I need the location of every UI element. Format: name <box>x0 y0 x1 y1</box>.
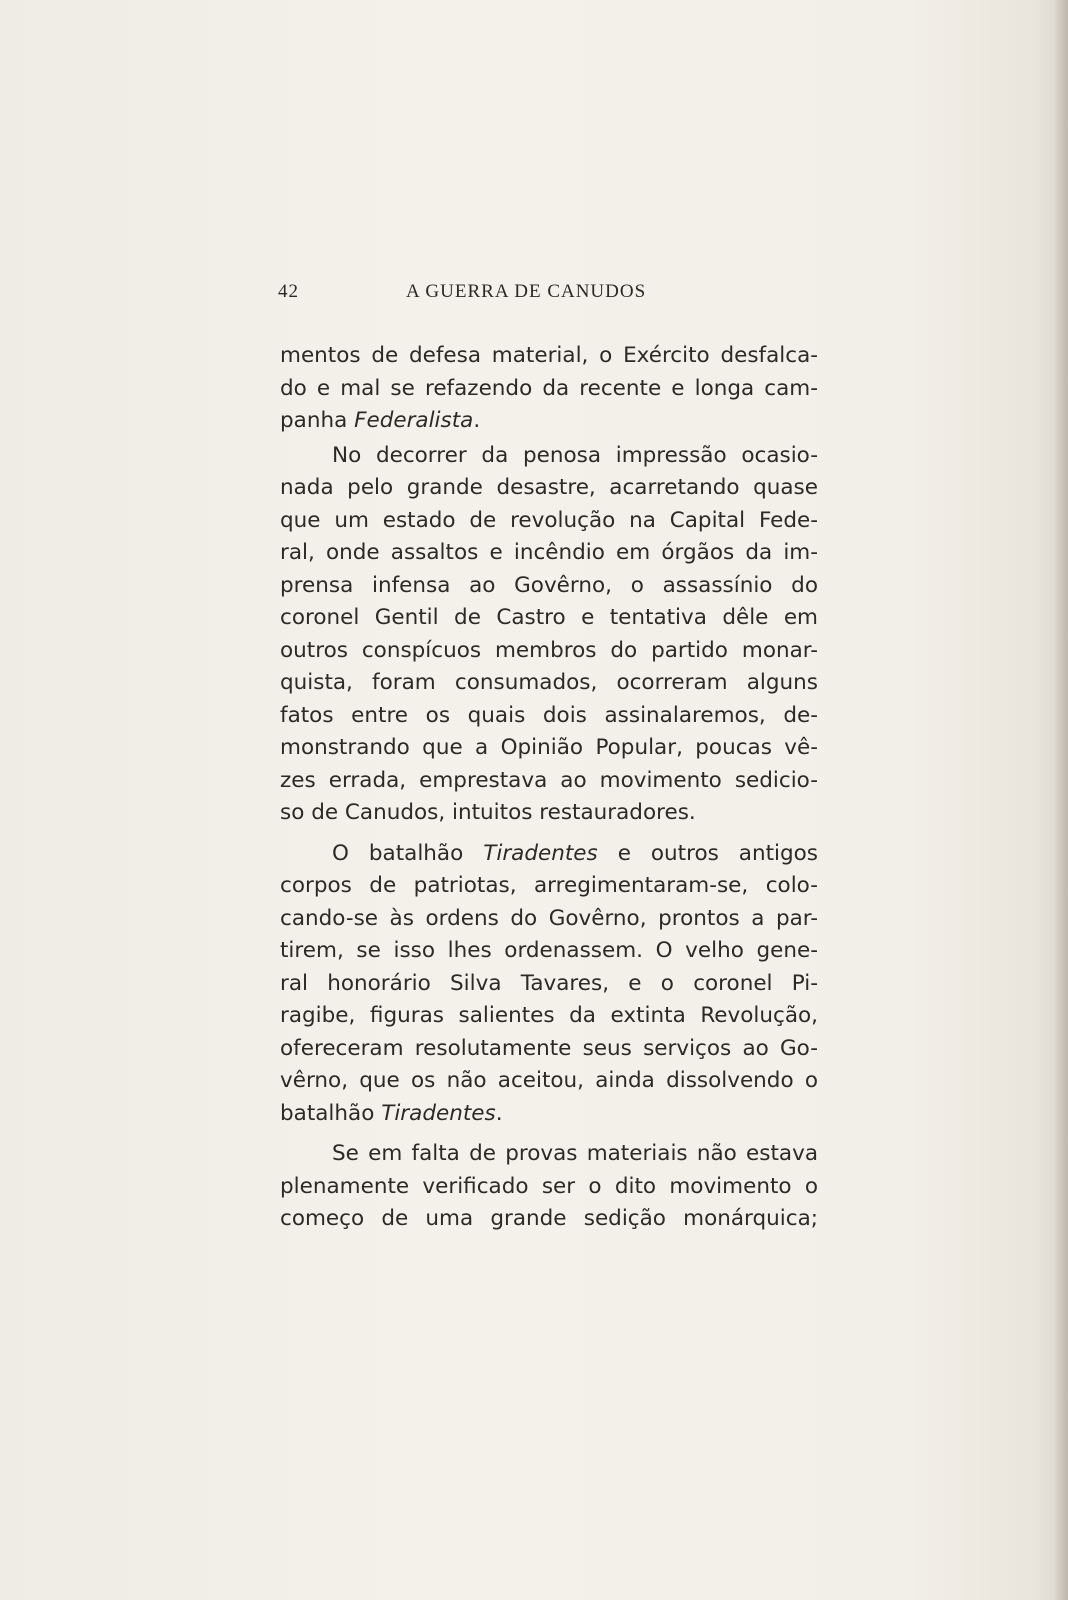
text-line: O batalhão Tiradentes e outros antigos <box>332 840 819 866</box>
page-header <box>278 281 688 307</box>
text-line: coronel Gentil de Castro e tentativa dêle em <box>280 605 818 630</box>
text-line: nada pelo grande desastre, acarretando quase <box>280 475 818 500</box>
text-line: ragibe, figuras salientes da extinta Revolução, <box>280 1003 818 1028</box>
paragraph <box>280 838 818 1131</box>
running-title: A GUERRA DE CANUDOS <box>406 281 647 302</box>
text-line: do e mal se refazendo da recente e longa cam- <box>280 375 818 401</box>
text-line: vêrno, que os não aceitou, ainda dissolvendo o <box>280 1068 818 1093</box>
text-line: outros conspícuos membros do partido monar- <box>280 637 818 663</box>
text-line: ral honorário Silva Tavares, e o coronel Pi- <box>280 970 818 996</box>
text-line: começo de uma grande sedição monárquica; <box>280 1206 818 1231</box>
text-line: so de Canudos, intuitos restauradores. <box>280 800 696 825</box>
text-line: quista, foram consumados, ocorreram alguns <box>280 670 818 695</box>
text-line: Se em falta de provas materiais não estava <box>332 1141 818 1166</box>
text-line: cando-se às ordens do Govêrno, prontos a par- <box>280 905 818 931</box>
text-line: corpos de patriotas, arregimentaram-se, colo- <box>280 873 818 898</box>
text-line: prensa infensa ao Govêrno, o assassínio do <box>280 572 818 598</box>
text-line: ofereceram resolutamente seus serviços ao Go- <box>280 1035 818 1061</box>
text-line: ral, onde assaltos e incêndio em órgãos da im- <box>280 540 818 565</box>
text-line: plenamente verificado ser o dito movimento o <box>280 1173 818 1199</box>
text-line: batalhão Tiradentes. <box>280 1100 503 1126</box>
text-line: panha Federalista. <box>280 408 481 433</box>
text-line: tirem, se isso lhes ordenassem. O velho gene- <box>280 938 818 963</box>
body-text <box>280 340 818 1236</box>
text-line: fatos entre os quais dois assinalaremos, de- <box>280 702 818 728</box>
paragraph <box>280 440 818 830</box>
page-number: 42 <box>278 281 299 302</box>
text-line: mentos de defesa material, o Exército desfalca- <box>280 343 818 368</box>
text-line: monstrando que a Opinião Popular, poucas vê- <box>280 735 818 760</box>
paragraph <box>280 1138 818 1236</box>
page-edge-shadow <box>1054 0 1068 1600</box>
text-line: No decorrer da penosa impressão ocasio- <box>332 442 818 468</box>
text-line: zes errada, emprestava ao movimento sedicio- <box>280 767 818 793</box>
paragraph <box>280 340 818 438</box>
text-line: que um estado de revolução na Capital Fede- <box>280 507 818 533</box>
